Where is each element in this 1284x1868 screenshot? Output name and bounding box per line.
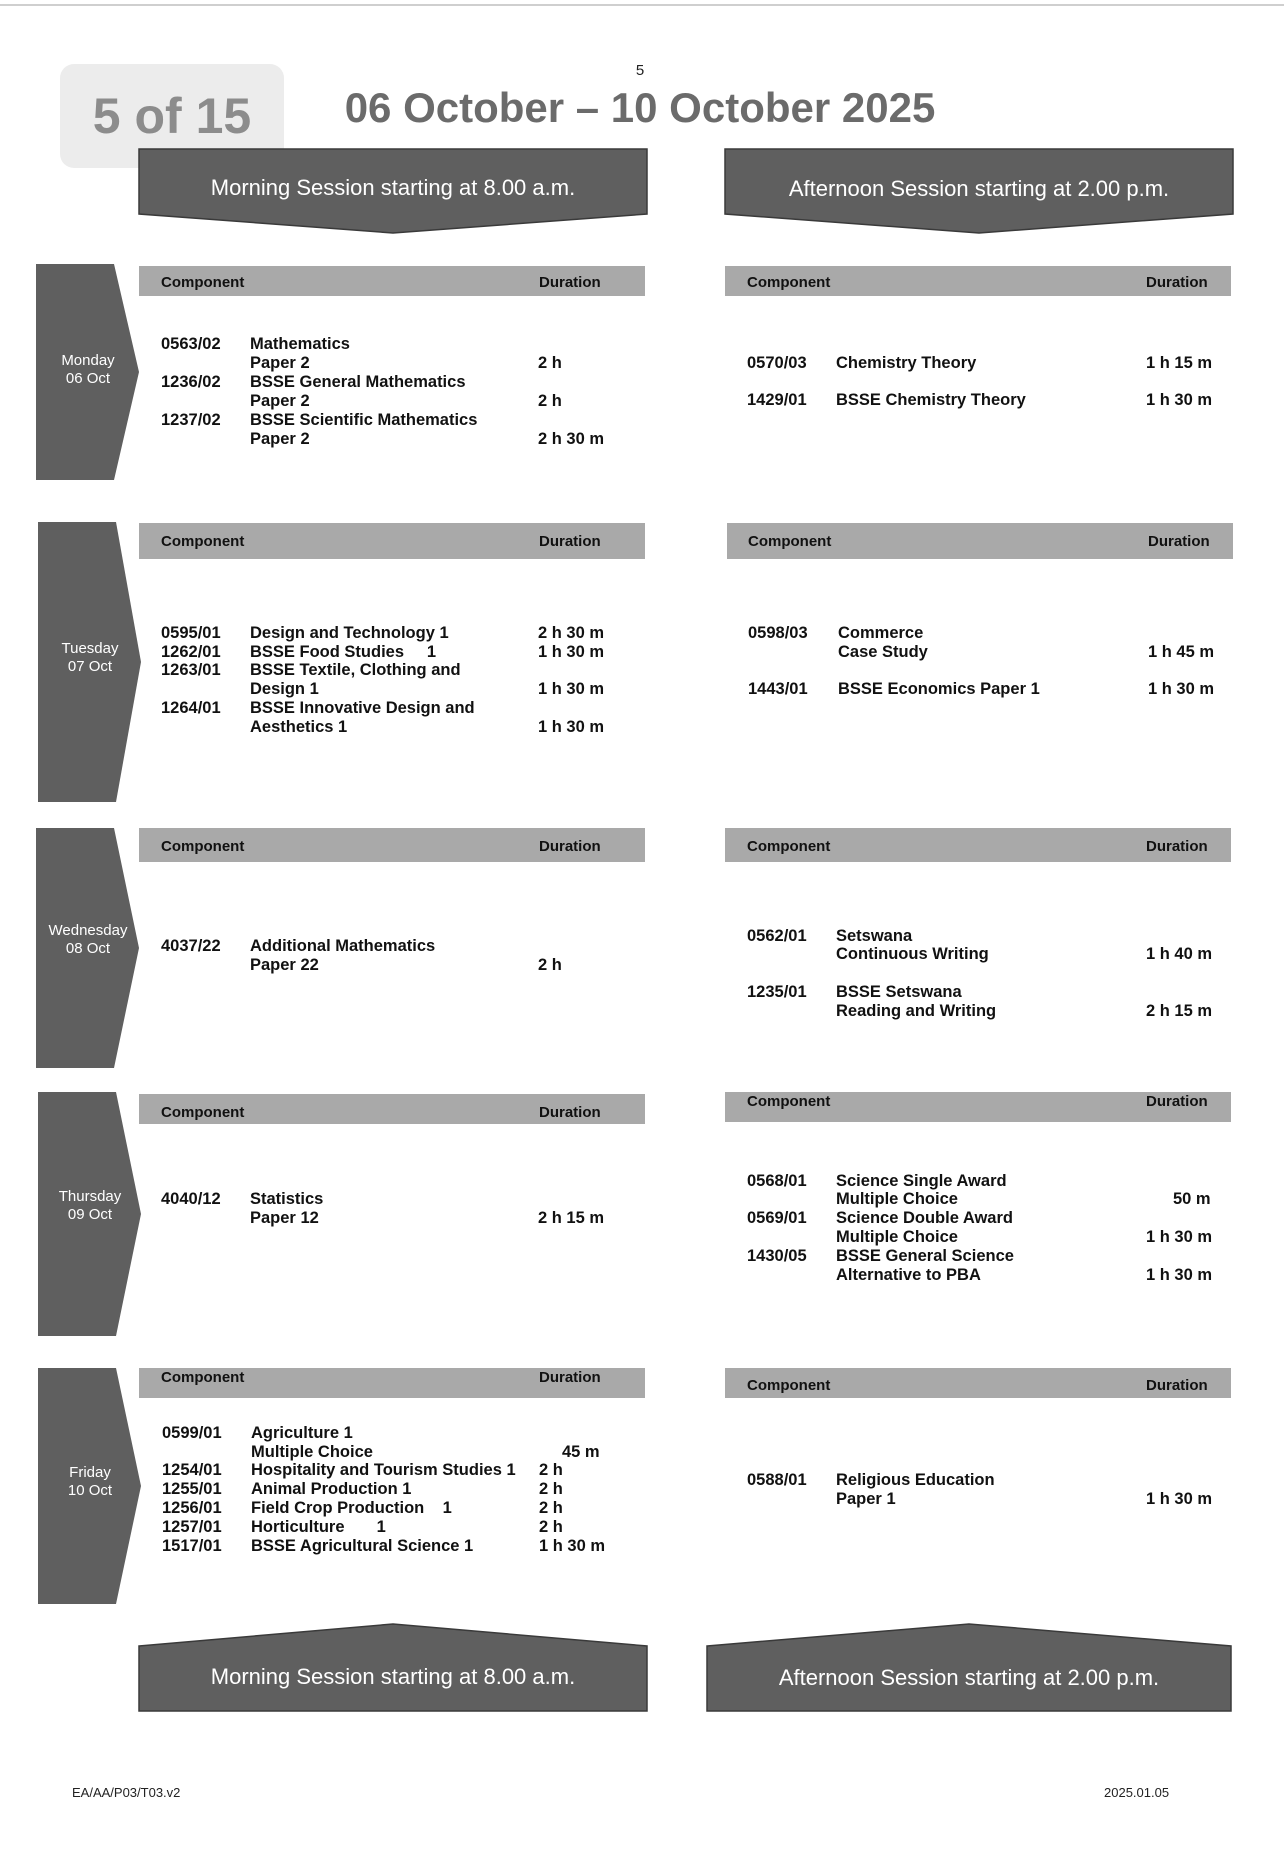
duration-header: Duration bbox=[1146, 1377, 1208, 1394]
component-header: Component bbox=[161, 1104, 245, 1121]
component-duration: 1 h 30 m bbox=[1146, 1228, 1213, 1246]
component-name: Paper 2 bbox=[250, 392, 310, 410]
component-name: Statistics bbox=[250, 1190, 324, 1208]
duration-header: Duration bbox=[539, 1369, 601, 1386]
component-name: BSSE Agricultural Science 1 bbox=[251, 1537, 474, 1555]
table-header bbox=[139, 1094, 645, 1124]
top-divider bbox=[0, 4, 1284, 6]
component-duration: 2 h bbox=[539, 1499, 563, 1517]
component-code: 1255/01 bbox=[162, 1480, 222, 1498]
component-header: Component bbox=[747, 1377, 831, 1394]
page-title: 06 October – 10 October 2025 bbox=[344, 84, 936, 131]
component-duration: 1 h 40 m bbox=[1146, 945, 1213, 963]
table-header bbox=[727, 523, 1233, 559]
duration-header: Duration bbox=[539, 1104, 601, 1121]
component-duration: 1 h 30 m bbox=[1146, 391, 1213, 409]
page-number: 5 bbox=[635, 62, 645, 79]
component-name: Aesthetics 1 bbox=[250, 718, 348, 736]
component-header: Component bbox=[747, 838, 831, 855]
component-duration: 1 h 30 m bbox=[539, 1537, 606, 1555]
component-code: 4040/12 bbox=[161, 1190, 221, 1208]
component-duration: 2 h 15 m bbox=[538, 1209, 605, 1227]
duration-header: Duration bbox=[539, 533, 601, 550]
table-header bbox=[139, 266, 645, 296]
component-duration: 2 h 30 m bbox=[538, 624, 605, 642]
component-name: Multiple Choice bbox=[836, 1228, 958, 1246]
footer-date: 2025.01.05 bbox=[1104, 1785, 1170, 1800]
component-code: 0598/03 bbox=[748, 624, 808, 642]
component-name: BSSE Innovative Design and bbox=[250, 699, 475, 717]
component-code: 0562/01 bbox=[747, 927, 807, 945]
component-name: Setswana bbox=[836, 927, 913, 945]
table-header bbox=[139, 523, 645, 559]
component-duration: 1 h 30 m bbox=[538, 680, 605, 698]
component-name: BSSE General Mathematics bbox=[250, 373, 466, 391]
component-code: 1517/01 bbox=[162, 1537, 222, 1555]
component-code: 1262/01 bbox=[161, 643, 221, 661]
component-name: Reading and Writing bbox=[836, 1002, 997, 1020]
component-name: Paper 1 bbox=[836, 1490, 896, 1508]
date-label: 06 Oct bbox=[65, 370, 111, 387]
day-label: Thursday bbox=[58, 1188, 122, 1205]
component-name: Multiple Choice bbox=[836, 1190, 958, 1208]
component-code: 0570/03 bbox=[747, 354, 807, 372]
component-name: Alternative to PBA bbox=[836, 1266, 981, 1284]
component-duration: 1 h 30 m bbox=[1146, 1266, 1213, 1284]
component-code: 0588/01 bbox=[747, 1471, 807, 1489]
component-code: 0595/01 bbox=[161, 624, 221, 642]
table-header bbox=[725, 1092, 1231, 1122]
component-name: Design 1 bbox=[250, 680, 319, 698]
morning-session-banner-top bbox=[138, 148, 648, 234]
component-duration: 2 h bbox=[539, 1461, 563, 1479]
component-name: BSSE Food Studies 1 bbox=[250, 643, 437, 661]
component-code: 1254/01 bbox=[162, 1461, 222, 1479]
afternoon-session-banner-bottom bbox=[706, 1622, 1232, 1712]
table-header bbox=[725, 266, 1231, 296]
component-header: Component bbox=[161, 838, 245, 855]
duration-header: Duration bbox=[539, 274, 601, 291]
component-code: 4037/22 bbox=[161, 937, 221, 955]
day-tab-wednesday bbox=[36, 828, 140, 1068]
table-header bbox=[139, 828, 645, 862]
component-duration: 45 m bbox=[562, 1443, 600, 1461]
afternoon-session-label: Afternoon Session starting at 2.00 p.m. bbox=[788, 176, 1170, 201]
table-header bbox=[139, 1368, 645, 1398]
component-duration: 1 h 30 m bbox=[538, 718, 605, 736]
component-code: 0563/02 bbox=[161, 335, 221, 353]
day-label: Monday bbox=[61, 352, 115, 369]
component-name: Continuous Writing bbox=[836, 945, 989, 963]
component-name: Paper 12 bbox=[250, 1209, 319, 1227]
day-tab-thursday bbox=[38, 1092, 142, 1336]
afternoon-session-banner-top bbox=[724, 148, 1234, 234]
component-duration: 1 h 30 m bbox=[1146, 1490, 1213, 1508]
component-code: 1237/02 bbox=[161, 411, 221, 429]
footer-document-code: EA/AA/P03/T03.v2 bbox=[72, 1785, 181, 1800]
component-code: 1263/01 bbox=[161, 661, 221, 679]
component-name: Horticulture 1 bbox=[251, 1518, 386, 1536]
component-name: BSSE General Science bbox=[836, 1247, 1014, 1265]
morning-session-label: Morning Session starting at 8.00 a.m. bbox=[210, 175, 576, 200]
component-name: Case Study bbox=[838, 643, 928, 661]
component-duration: 2 h bbox=[538, 354, 562, 372]
component-duration: 2 h bbox=[539, 1480, 563, 1498]
component-name: Agriculture 1 bbox=[251, 1424, 353, 1442]
component-name: Paper 2 bbox=[250, 430, 310, 448]
day-tab-friday bbox=[38, 1368, 142, 1604]
day-label: Tuesday bbox=[61, 640, 119, 657]
component-header: Component bbox=[747, 274, 831, 291]
component-name: Mathematics bbox=[250, 335, 350, 353]
component-code: 1257/01 bbox=[162, 1518, 222, 1536]
date-label: 09 Oct bbox=[67, 1206, 113, 1223]
morning-session-label: Morning Session starting at 8.00 a.m. bbox=[210, 1664, 576, 1689]
component-name: BSSE Setswana bbox=[836, 983, 962, 1001]
component-code: 1429/01 bbox=[747, 391, 807, 409]
component-code: 0569/01 bbox=[747, 1209, 807, 1227]
component-name: Design and Technology 1 bbox=[250, 624, 449, 642]
afternoon-session-label: Afternoon Session starting at 2.00 p.m. bbox=[778, 1665, 1160, 1690]
component-duration: 1 h 15 m bbox=[1146, 354, 1213, 372]
component-code: 0568/01 bbox=[747, 1172, 807, 1190]
date-label: 10 Oct bbox=[67, 1482, 113, 1499]
component-name: Multiple Choice bbox=[251, 1443, 373, 1461]
duration-header: Duration bbox=[539, 838, 601, 855]
component-header: Component bbox=[161, 533, 245, 550]
duration-header: Duration bbox=[1146, 838, 1208, 855]
component-code: 1235/01 bbox=[747, 983, 807, 1001]
component-name: BSSE Economics Paper 1 bbox=[838, 680, 1040, 698]
component-name: Hospitality and Tourism Studies 1 bbox=[251, 1461, 516, 1479]
day-tab-tuesday bbox=[38, 522, 142, 802]
date-label: 07 Oct bbox=[67, 658, 113, 675]
morning-session-banner-bottom bbox=[138, 1622, 648, 1712]
component-code: 1256/01 bbox=[162, 1499, 222, 1517]
duration-header: Duration bbox=[1146, 274, 1208, 291]
component-name: Religious Education bbox=[836, 1471, 995, 1489]
component-name: Paper 22 bbox=[250, 956, 319, 974]
component-name: Paper 2 bbox=[250, 354, 310, 372]
component-duration: 50 m bbox=[1173, 1190, 1211, 1208]
component-code: 1430/05 bbox=[747, 1247, 807, 1265]
day-label: Wednesday bbox=[48, 922, 128, 939]
component-duration: 1 h 45 m bbox=[1148, 643, 1215, 661]
component-name: BSSE Scientific Mathematics bbox=[250, 411, 478, 429]
component-code: 1236/02 bbox=[161, 373, 221, 391]
component-name: Science Single Award bbox=[836, 1172, 1007, 1190]
component-header: Component bbox=[161, 1369, 245, 1386]
component-name: BSSE Chemistry Theory bbox=[836, 391, 1026, 409]
component-name: Chemistry Theory bbox=[836, 354, 977, 372]
component-name: BSSE Textile, Clothing and bbox=[250, 661, 461, 679]
component-duration: 2 h bbox=[538, 956, 562, 974]
component-duration: 2 h 15 m bbox=[1146, 1002, 1213, 1020]
date-label: 08 Oct bbox=[65, 940, 111, 957]
component-header: Component bbox=[748, 533, 832, 550]
day-tab-monday bbox=[36, 264, 140, 480]
component-duration: 2 h bbox=[538, 392, 562, 410]
duration-header: Duration bbox=[1146, 1093, 1208, 1110]
duration-header: Duration bbox=[1148, 533, 1210, 550]
component-name: Animal Production 1 bbox=[251, 1480, 412, 1498]
component-name: Additional Mathematics bbox=[250, 937, 436, 955]
component-code: 1443/01 bbox=[748, 680, 808, 698]
component-duration: 2 h 30 m bbox=[538, 430, 605, 448]
component-duration: 2 h bbox=[539, 1518, 563, 1536]
component-header: Component bbox=[161, 274, 245, 291]
component-code: 1264/01 bbox=[161, 699, 221, 717]
component-name: Commerce bbox=[838, 624, 924, 642]
page-indicator-badge: 5 of 15 bbox=[60, 64, 284, 168]
component-duration: 1 h 30 m bbox=[538, 643, 605, 661]
component-header: Component bbox=[747, 1093, 831, 1110]
component-code: 0599/01 bbox=[162, 1424, 222, 1442]
table-header bbox=[725, 1368, 1231, 1398]
component-duration: 1 h 30 m bbox=[1148, 680, 1215, 698]
day-label: Friday bbox=[69, 1464, 111, 1481]
component-name: Science Double Award bbox=[836, 1209, 1013, 1227]
component-name: Field Crop Production 1 bbox=[251, 1499, 452, 1517]
table-header bbox=[725, 828, 1231, 862]
